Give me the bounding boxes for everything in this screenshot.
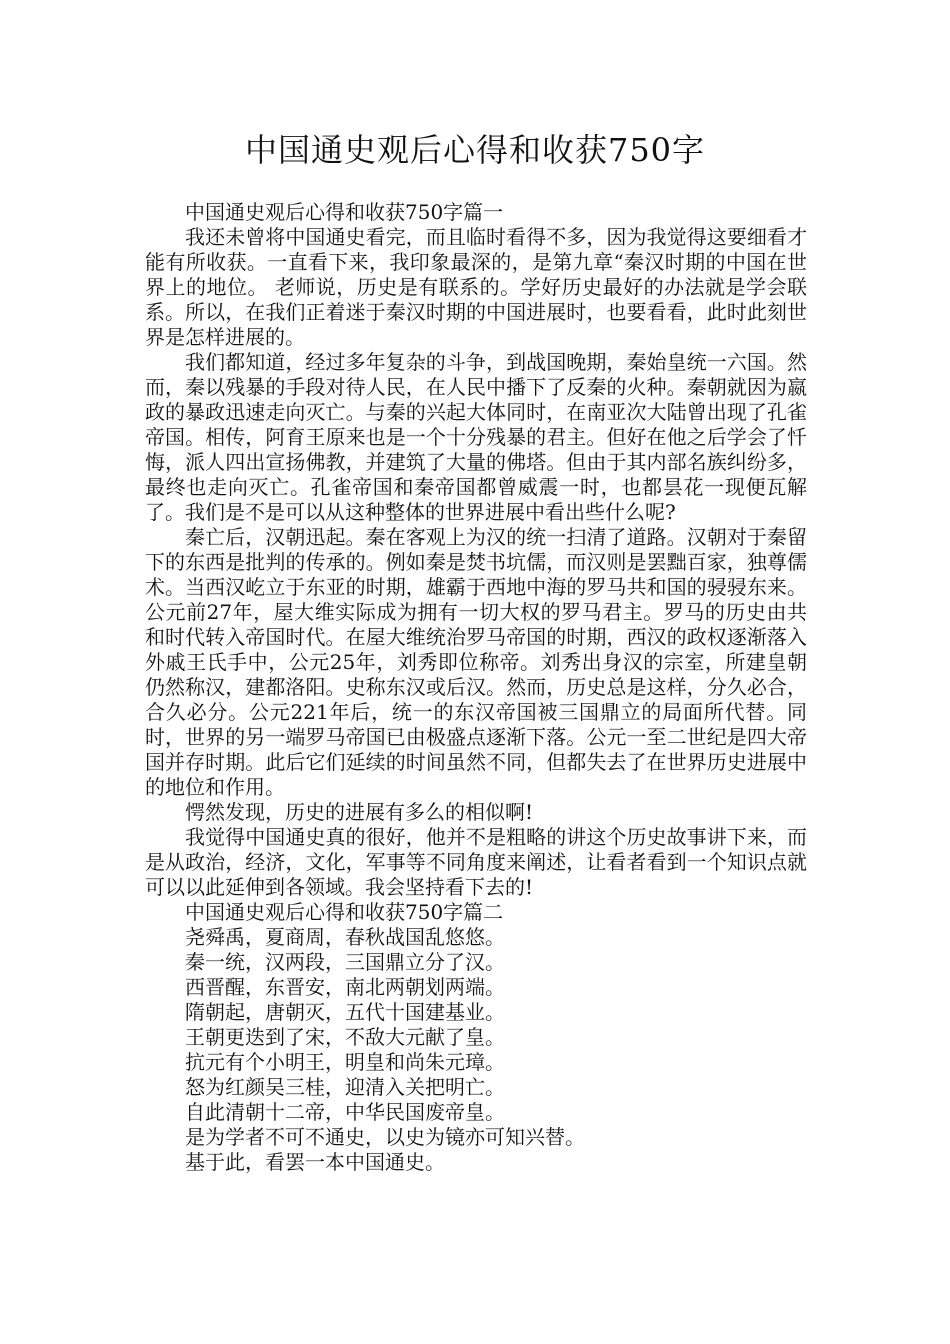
paragraph: 秦亡后，汉朝迅起。秦在客观上为汉的统一扫清了道路。汉朝对于秦留下的东西是批判的传承的。例如秦是焚书坑儒，而汉则是罢黜百家，独尊儒术。当西汉屹立于东亚的时期，雄霸于西地中海的罗马共和国的骎骎东来。公元前27年，屋大维实际成为拥有一切大权的罗马君主。罗马的历史由共和时代转入帝国时代。在屋大维统治罗马帝国的时期，西汉的政权逐渐落入外戚王氏手中，公元25年，刘秀即位称帝。刘秀出身汉的宗室，所建皇朝仍然称汉，建都洛阳。史称东汉或后汉。然而，历史总是这样，分久必合，合久必分。公元221年后，统一的东汉帝国被三国鼎立的局面所代替。同时，世界的另一端罗马帝国已由极盛点逐渐下落。公元一至二世纪是四大帝国并存时期。此后它们延续的时间虽然不同，但都失去了在世界历史进展中的地位和作用。 bbox=[145, 525, 807, 799]
verse-line: 基于此，看罢一本中国通史。 bbox=[185, 1150, 445, 1174]
verse-line: 怒为红颜吴三桂，迎清入关把明亡。 bbox=[185, 1075, 505, 1099]
verse-line: 抗元有个小明王，明皇和尚朱元璋。 bbox=[185, 1050, 505, 1074]
document-body bbox=[145, 200, 807, 1175]
section-heading-1: 中国通史观后心得和收获750字篇一 bbox=[185, 200, 504, 224]
paragraph: 愕然发现，历史的进展有多么的相似啊! bbox=[185, 800, 534, 824]
verse-line: 尧舜禹，夏商周，春秋战国乱悠悠。 bbox=[185, 925, 505, 949]
verse-line: 隋朝起，唐朝灭，五代十国建基业。 bbox=[185, 1000, 505, 1024]
verse-line: 自此清朝十二帝，中华民国废帝皇。 bbox=[185, 1100, 505, 1124]
section-heading-2: 中国通史观后心得和收获750字篇二 bbox=[185, 900, 504, 924]
verse-line: 是为学者不可不通史，以史为镜亦可知兴替。 bbox=[185, 1125, 585, 1149]
verse-line: 西晋醒，东晋安，南北两朝划两端。 bbox=[185, 975, 505, 999]
paragraph: 我还未曾将中国通史看完，而且临时看得不多，因为我觉得这要细看才能有所收获。一直看下来，我印象最深的，是第九章“秦汉时期的中国在世界上的地位。 老师说，历史是有联系的。学好历史最好的办法就是学会联系。所以，在我们正着迷于秦汉时期的中国进展时，也要看看，此时此刻世界是怎样进展的。 bbox=[145, 225, 807, 349]
verse-line: 王朝更迭到了宋，不敌大元献了皇。 bbox=[185, 1025, 505, 1049]
paragraph: 我觉得中国通史真的很好，他并不是粗略的讲这个历史故事讲下来，而是从政治，经济，文化，军事等不同角度来阐述，让看者看到一个知识点就可以以此延伸到各领域。我会坚持看下去的! bbox=[145, 825, 807, 899]
document-title: 中国通史观后心得和收获750字 bbox=[244, 131, 706, 169]
verse-line: 秦一统，汉两段，三国鼎立分了汉。 bbox=[185, 950, 505, 974]
paragraph: 我们都知道，经过多年复杂的斗争，到战国晚期，秦始皇统一六国。然而，秦以残暴的手段对待人民，在人民中播下了反秦的火种。秦朝就因为嬴政的暴政迅速走向灭亡。与秦的兴起大体同时，在南亚次大陆曾出现了孔雀帝国。相传，阿育王原来也是一个十分残暴的君主。但好在他之后学会了忏悔，派人四出宣扬佛教，并建筑了大量的佛塔。但由于其内部名族纠纷多，最终也走向灭亡。孔雀帝国和秦帝国都曾威震一时，也都昙花一现便瓦解了。我们是不是可以从这种整体的世界进展中看出些什么呢? bbox=[145, 350, 807, 524]
